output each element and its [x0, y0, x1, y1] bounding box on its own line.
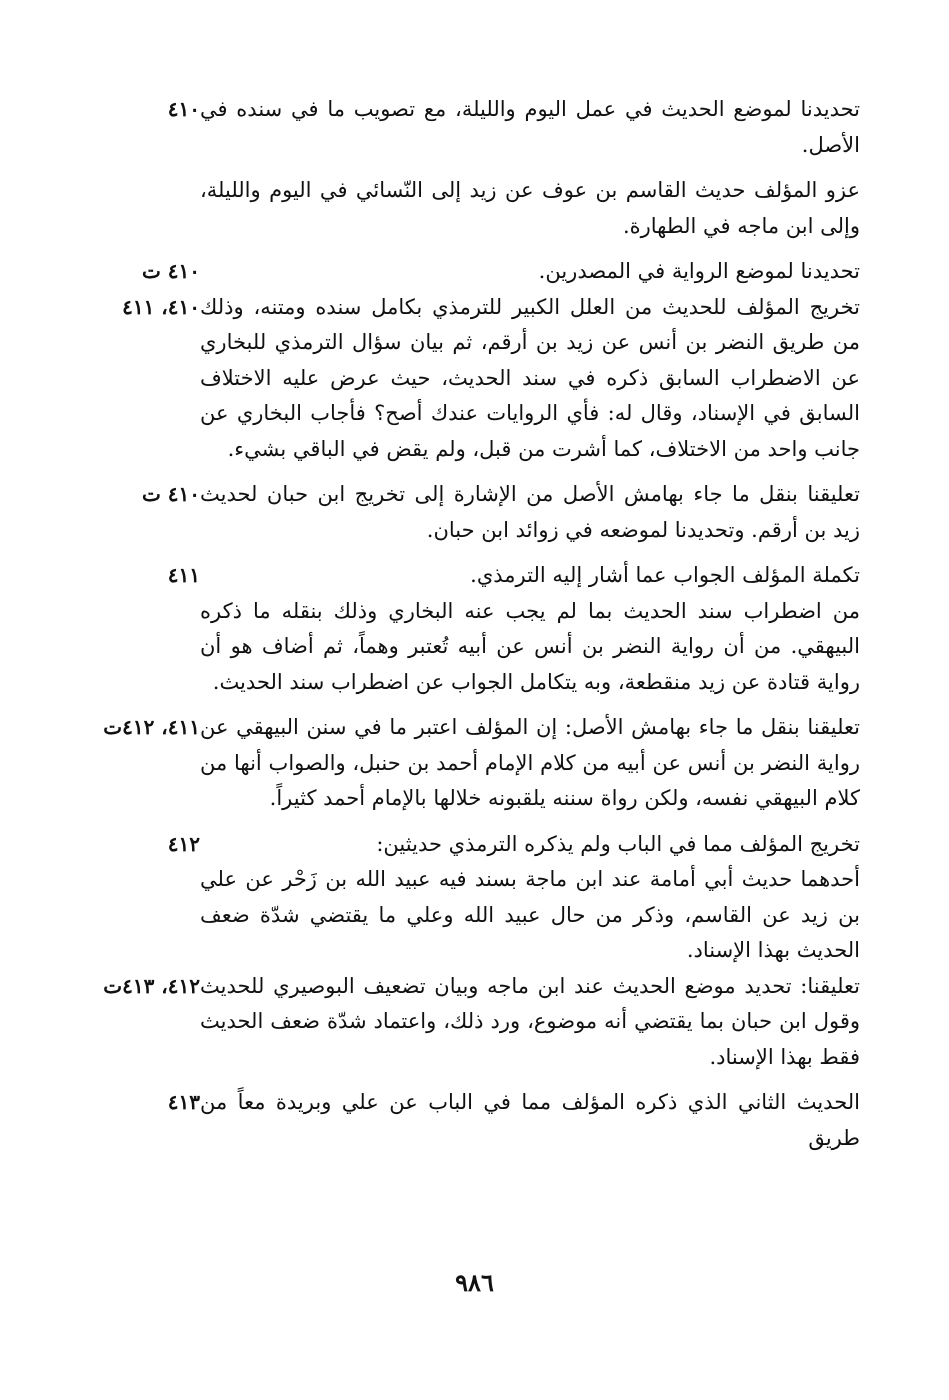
index-entry — [60, 710, 860, 817]
entry-text — [200, 254, 860, 290]
entry-text — [200, 1085, 860, 1156]
page-reference: ٤١٢ — [167, 831, 200, 856]
entry-text — [200, 477, 860, 548]
entry-text — [200, 827, 860, 969]
entry-text — [200, 558, 860, 700]
index-entries — [60, 92, 860, 1166]
page-reference — [60, 173, 200, 244]
page-reference: ٤١٠، ٤١١ — [122, 294, 200, 319]
entry-paragraph: تعليقنا: تحديد موضع الحديث عند ابن ماجه وبيان تضعيف البوصيري للحديث وقول ابن حبان بما يقتضي أنه موضوع، ورد ذلك، واعتماد شدّة ضعف الحديث فقط بهذا الإسناد. — [200, 973, 860, 1069]
index-entry — [60, 969, 860, 1076]
page-reference: ٤١٢، ٤١٣ت — [103, 973, 200, 998]
entry-paragraph: تعليقنا بنقل ما جاء بهامش الأصل: إن المؤلف اعتبر ما في سنن البيهقي عن رواية النضر بن أنس عن أبيه من كلام الإمام أحمد بن حنبل، والصواب أنها من كلام البيهقي نفسه، ولكن رواة سننه يلقبونه خلالها بالإمام أحمد كثيراً. — [200, 715, 860, 810]
index-entry — [60, 1085, 860, 1156]
page-reference: ٤١٠ ت — [141, 259, 200, 283]
page-reference: ٤١١ — [167, 563, 200, 587]
page-reference: ٤١٠ ت — [141, 482, 200, 506]
page-reference: ٤١٣ — [167, 1090, 200, 1114]
page-reference: ٤١١، ٤١٢ت — [103, 715, 200, 739]
page-reference: ٤١٠ — [167, 97, 200, 121]
index-entry — [60, 827, 860, 969]
index-entry — [60, 92, 860, 163]
entry-paragraph: تعليقنا بنقل ما جاء بهامش الأصل من الإشارة إلى تخريج ابن حبان لحديث زيد بن أرقم. وتحديدنا لموضعه في زوائد ابن حبان. — [200, 482, 860, 542]
entry-text — [200, 173, 860, 244]
entry-text — [200, 969, 860, 1076]
index-entry — [60, 558, 860, 700]
entry-text — [200, 710, 860, 817]
entry-paragraph: تكملة المؤلف الجواب عما أشار إليه الترمذي. — [470, 563, 860, 587]
entry-paragraph: الحديث الثاني الذي ذكره المؤلف مما في الباب عن علي وبريدة معاً من طريق — [200, 1090, 860, 1150]
index-entry — [60, 477, 860, 548]
entry-text — [200, 92, 860, 163]
entry-paragraph: من اضطراب سند الحديث بما لم يجب عنه البخاري وذلك بنقله ما ذكره البيهقي. من أن رواية النضر بن أنس عن أبيه تُعتبر وهماً، ثم أضاف هو أن رواية قتادة عن زيد منقطعة، وبه يتكامل الجواب عن اضطراب سند الحديث. — [200, 598, 860, 694]
entry-paragraph: أحدهما حديث أبي أمامة عند ابن ماجة بسند فيه عبيد الله بن زَحْر عن علي بن زيد عن القاسم، وذكر من حال عبيد الله وعلي ما يقتضي شدّة ضعف الحديث بهذا الإسناد. — [200, 867, 860, 962]
index-entry — [60, 173, 860, 244]
entry-paragraph: تخريج المؤلف مما في الباب ولم يذكره الترمذي حديثين: — [376, 831, 860, 856]
page-number: ٩٨٦ — [455, 1268, 494, 1297]
entry-paragraph: تحديدنا لموضع الحديث في عمل اليوم والليلة، مع تصويب ما في سنده في الأصل. — [200, 97, 860, 157]
entry-paragraph: تخريج المؤلف للحديث من العلل الكبير للترمذي بكامل سنده ومتنه، وذلك من طريق النضر بن أنس عن زيد بن أرقم، ثم بيان سؤال الترمذي للبخاري عن الاضطراب السابق ذكره في سند الحديث، حيث عرض عليه الاختلاف السابق في الإسناد، وقال له: فأي الروايات عندك أصح؟ فأجاب البخاري عن جانب واحد من الاختلاف، كما أشرت من قبل، ولم يقض في الباقي بشيء. — [200, 294, 861, 461]
index-entry — [60, 290, 860, 468]
index-entry — [60, 254, 860, 290]
entry-text — [200, 290, 860, 468]
entry-paragraph: تحديدنا لموضع الرواية في المصدرين. — [538, 259, 860, 283]
entry-paragraph: عزو المؤلف حديث القاسم بن عوف عن زيد إلى النّسائي في اليوم والليلة، وإلى ابن ماجه في الطهارة. — [200, 178, 860, 238]
